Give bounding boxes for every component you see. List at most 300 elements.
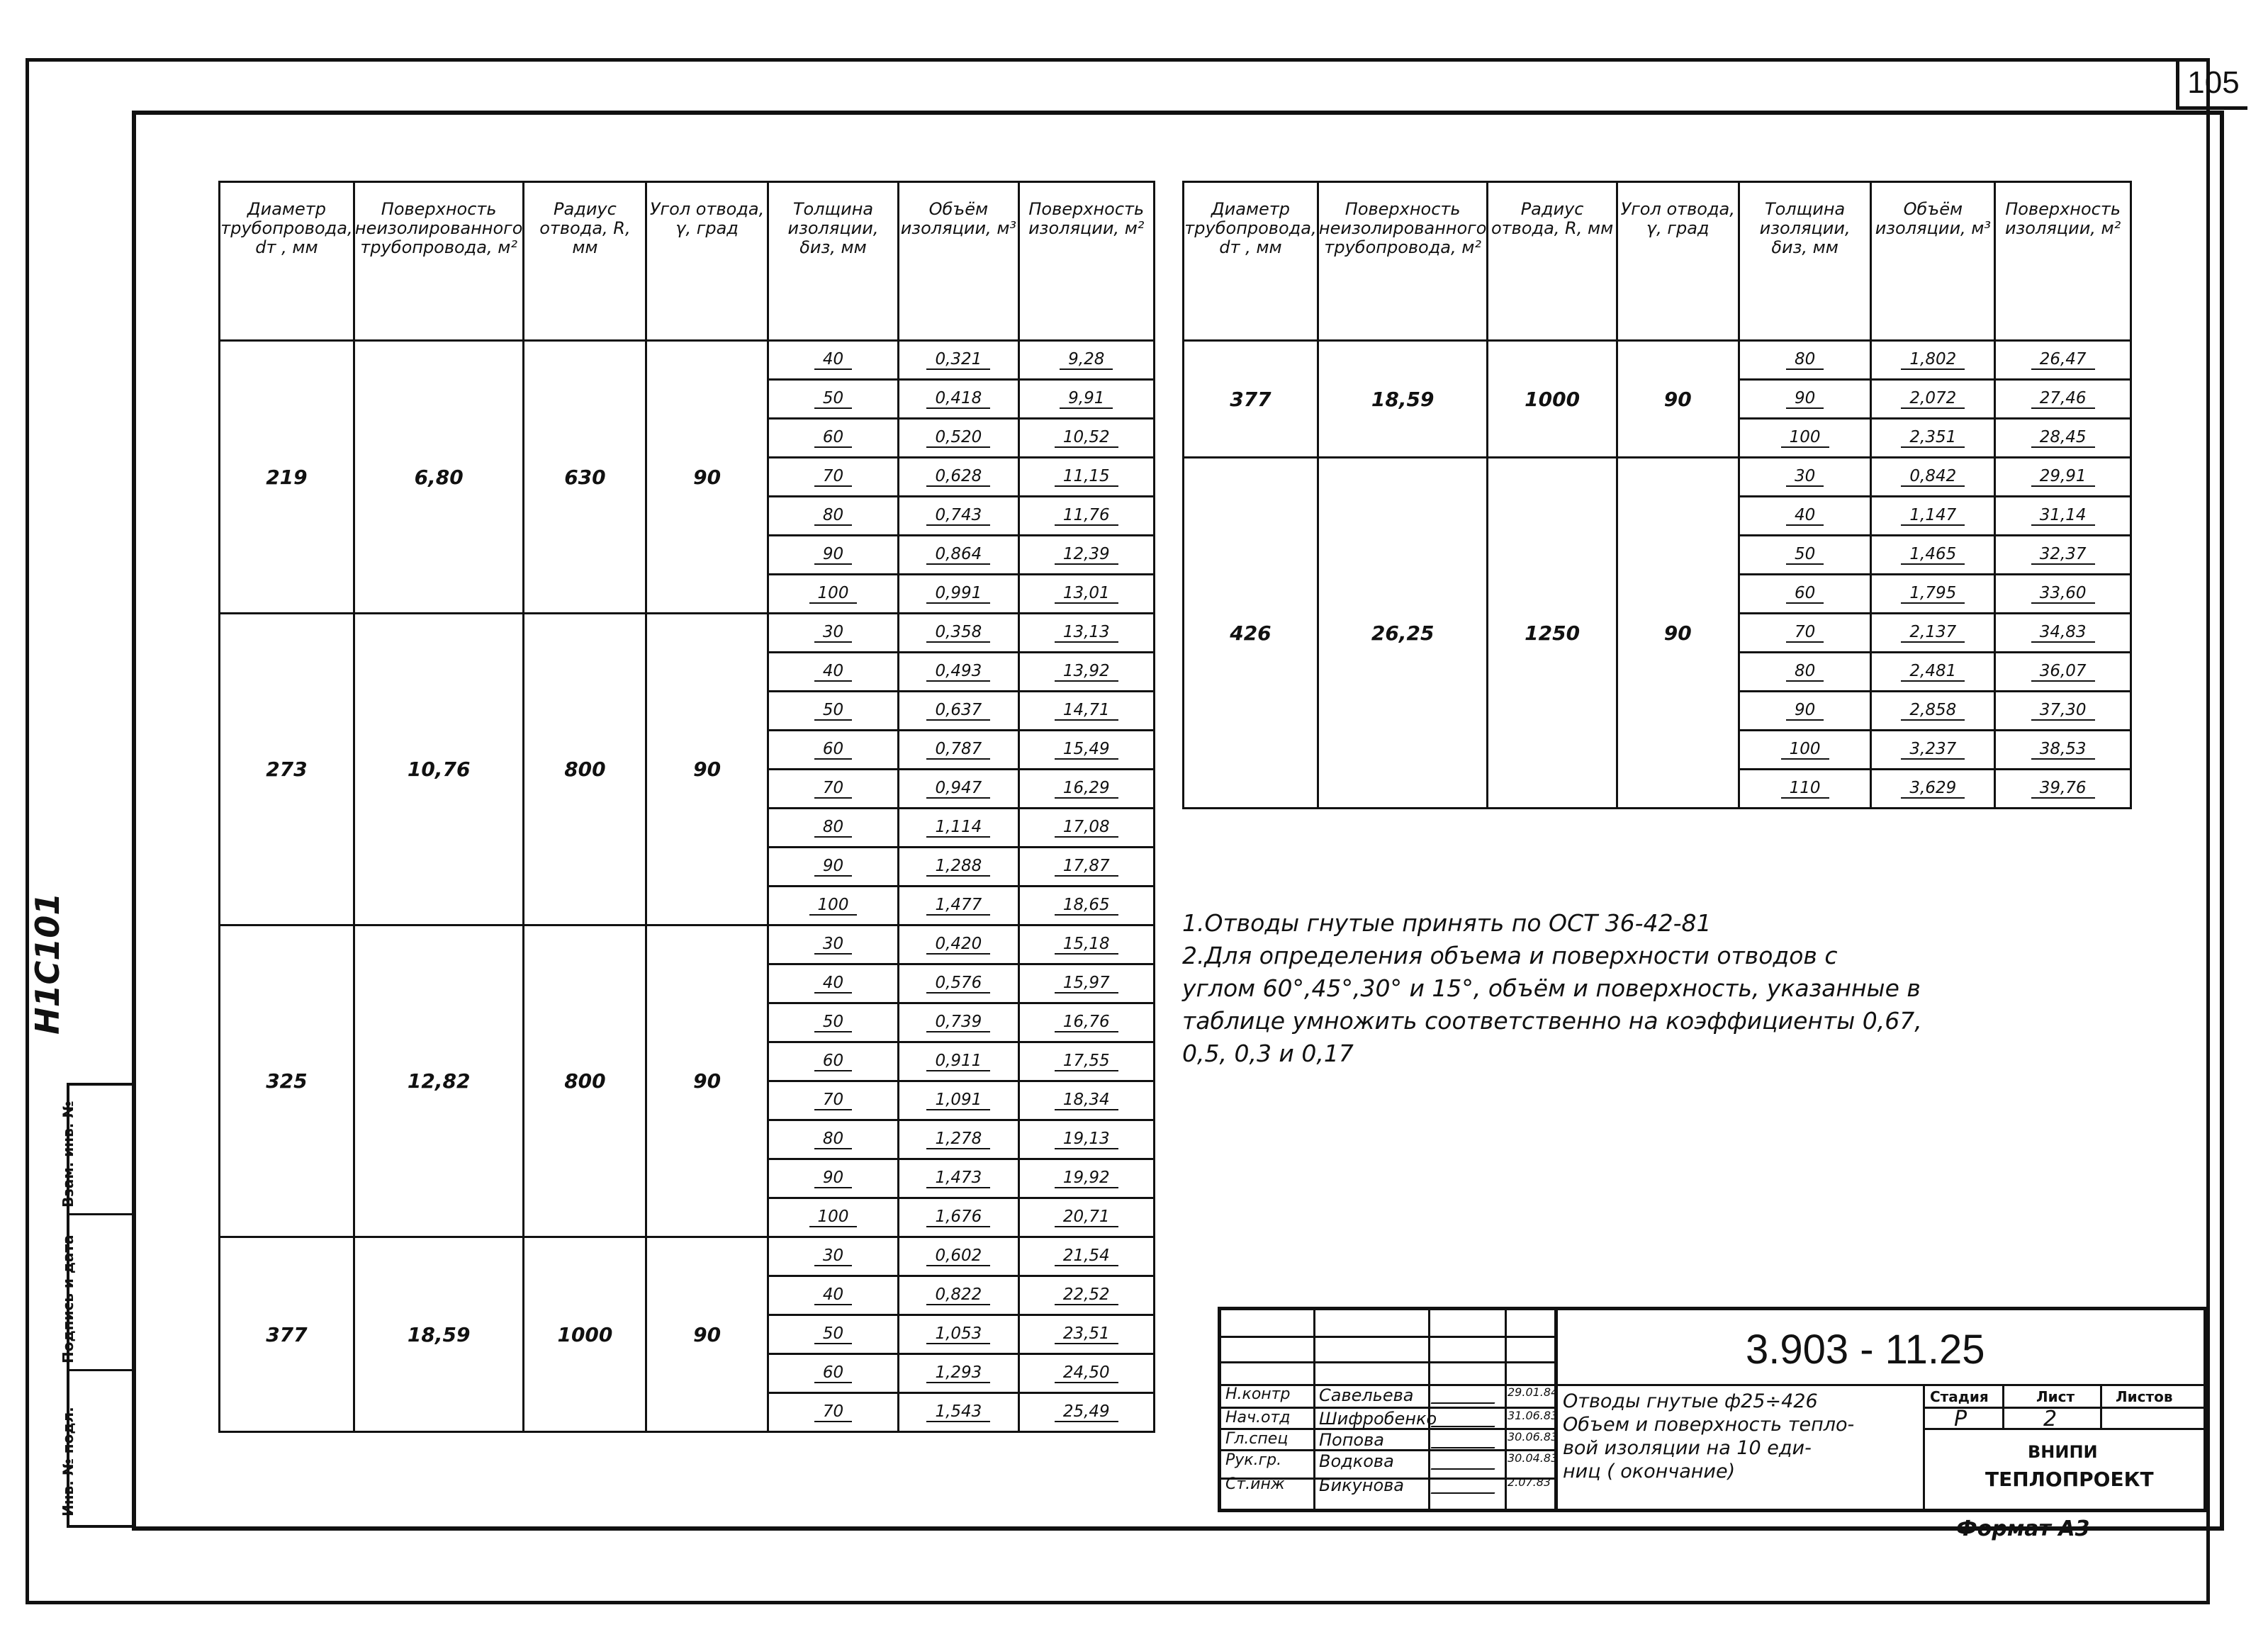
cell-value: 2,481: [1901, 662, 1965, 682]
cell-value: 100: [809, 1208, 858, 1227]
cell-value: 0,520: [926, 428, 990, 448]
cell-value: 70: [814, 779, 852, 799]
cell-value: 21,54: [1055, 1246, 1118, 1266]
cell-value: 32,37: [2031, 545, 2095, 565]
cell-volume: [899, 848, 1018, 887]
cell-diameter: 273: [220, 614, 354, 925]
cell-value: 10,52: [1055, 428, 1118, 448]
cell-surface-ins: [1018, 1081, 1155, 1120]
cell-value: 100: [809, 584, 858, 604]
cell-surface-ins: [1018, 692, 1155, 731]
cell-surface-ins: [1018, 1003, 1155, 1042]
cell-value: 100: [1781, 428, 1829, 448]
cell-volume: [899, 536, 1018, 575]
cell-surface-ins: [1995, 380, 2131, 419]
cell-surface-ins: [1018, 925, 1155, 964]
org-name: ВНИПИ: [2028, 1442, 2098, 1462]
cell-volume: [899, 1081, 1018, 1120]
cell-radius: 800: [524, 925, 646, 1237]
cell-surface-ins: [1018, 1237, 1155, 1276]
cell-volume: [899, 458, 1018, 497]
cell-value: 0,842: [1901, 467, 1965, 487]
header-diameter: Диаметр трубопровода, dт , мм: [220, 182, 354, 341]
cell-thickness: [768, 380, 899, 419]
cell-value: 28,45: [2031, 428, 2095, 448]
cell-volume: [1871, 458, 1995, 497]
cell-volume: [899, 1276, 1018, 1315]
header-surface-bare: Поверхность неизолированного трубопровода, м²: [354, 182, 524, 341]
cell-thickness: [768, 614, 899, 653]
doc-title: [1563, 1390, 1854, 1483]
cell-value: 13,13: [1055, 623, 1118, 643]
stamp-cell-inv: [60, 1369, 132, 1522]
cell-thickness: [1739, 458, 1871, 497]
table-row: [220, 341, 1155, 380]
cell-value: 90: [1786, 701, 1824, 721]
cell-value: 37,30: [2031, 701, 2095, 721]
side-stamp: [60, 1083, 135, 1528]
cell-surface-ins: [1018, 1315, 1155, 1354]
cell-volume: [1871, 497, 1995, 536]
cell-surface-ins: [1018, 341, 1155, 380]
cell-surface-ins: [1018, 1120, 1155, 1159]
cell-surface-ins: [1995, 614, 2131, 653]
header-surface-ins: Поверхность изоляции, м²: [1995, 182, 2131, 341]
cell-value: 70: [814, 467, 852, 487]
cell-angle: 90: [646, 614, 768, 925]
stamp-cell-vzam: [60, 1086, 132, 1215]
cell-value: 36,07: [2031, 662, 2095, 682]
cell-value: 50: [814, 1013, 852, 1032]
cell-value: 1,473: [926, 1169, 990, 1188]
signature-mark: [1431, 1387, 1501, 1404]
cell-thickness: [768, 653, 899, 692]
cell-thickness: [768, 809, 899, 848]
header-surface-ins: Поверхность изоляции, м²: [1018, 182, 1155, 341]
cell-thickness: [768, 731, 899, 770]
cell-surface-ins: [1995, 575, 2131, 614]
cell-value: 1,543: [926, 1402, 990, 1422]
cell-value: 90: [814, 857, 852, 877]
cell-volume: [1871, 575, 1995, 614]
cell-surface-ins: [1018, 809, 1155, 848]
cell-diameter: 377: [220, 1237, 354, 1432]
cell-value: 18,65: [1055, 896, 1118, 916]
cell-value: 18,34: [1055, 1091, 1118, 1110]
header-thickness: Толщина изоляции, δиз, мм: [768, 182, 899, 341]
cell-value: 17,08: [1055, 818, 1118, 838]
cell-thickness: [1739, 575, 1871, 614]
cell-value: 70: [1786, 623, 1824, 643]
signature-mark: [1431, 1477, 1501, 1494]
cell-value: 1,147: [1901, 506, 1965, 526]
cell-value: 0,358: [926, 623, 990, 643]
table-row: [220, 1237, 1155, 1276]
cell-value: 20,71: [1055, 1208, 1118, 1227]
cell-thickness: [1739, 419, 1871, 458]
cell-volume: [899, 497, 1018, 536]
cell-volume: [1871, 419, 1995, 458]
cell-value: 1,465: [1901, 545, 1965, 565]
doc-number: 3.903 - 11.25: [1746, 1327, 1985, 1373]
cell-thickness: [1739, 653, 1871, 692]
cell-value: 22,52: [1055, 1285, 1118, 1305]
cell-value: 0,493: [926, 662, 990, 682]
cell-value: 25,49: [1055, 1402, 1118, 1422]
org-name-2: ТЕПЛОПРОЕКТ: [1985, 1468, 2154, 1491]
cell-radius: 1000: [524, 1237, 646, 1432]
cell-value: 40: [814, 662, 852, 682]
cell-value: 0,637: [926, 701, 990, 721]
table-row: [1184, 341, 2131, 380]
stamp-cell-podpis: [60, 1213, 132, 1371]
cell-thickness: [768, 925, 899, 964]
cell-value: 100: [1781, 740, 1829, 760]
cell-surface-ins: [1018, 419, 1155, 458]
cell-value: 12,39: [1055, 545, 1118, 565]
cell-thickness: [1739, 770, 1871, 809]
cell-value: 15,18: [1055, 935, 1118, 955]
cell-surface-ins: [1018, 380, 1155, 419]
cell-surface-bare: 12,82: [354, 925, 524, 1237]
cell-value: 80: [814, 818, 852, 838]
cell-thickness: [768, 848, 899, 887]
cell-value: 17,87: [1055, 857, 1118, 877]
cell-surface-bare: 10,76: [354, 614, 524, 925]
cell-value: 60: [814, 1052, 852, 1071]
stage-label: Стадия: [1930, 1388, 1989, 1405]
cell-angle: 90: [1617, 458, 1739, 809]
cell-volume: [899, 341, 1018, 380]
cell-value: 0,321: [926, 350, 990, 370]
cell-surface-ins: [1995, 731, 2131, 770]
cell-thickness: [768, 1354, 899, 1393]
cell-value: 26,47: [2031, 350, 2095, 370]
cell-surface-ins: [1018, 1276, 1155, 1315]
cell-value: 0,822: [926, 1285, 990, 1305]
cell-value: 17,55: [1055, 1052, 1118, 1071]
cell-thickness: [768, 1237, 899, 1276]
cell-value: 2,858: [1901, 701, 1965, 721]
cell-value: 80: [1786, 662, 1824, 682]
cell-thickness: [1739, 614, 1871, 653]
table-row: [220, 925, 1155, 964]
cell-volume: [1871, 341, 1995, 380]
cell-value: 0,628: [926, 467, 990, 487]
cell-volume: [899, 925, 1018, 964]
cell-thickness: [768, 1276, 899, 1315]
cell-angle: 90: [646, 341, 768, 614]
cell-value: 19,92: [1055, 1169, 1118, 1188]
cell-value: 34,83: [2031, 623, 2095, 643]
cell-value: 30: [814, 1246, 852, 1266]
title-line: вой изоляции на 10 еди-: [1563, 1437, 1812, 1459]
cell-value: 11,76: [1055, 506, 1118, 526]
cell-value: 60: [814, 740, 852, 760]
cell-surface-ins: [1018, 1354, 1155, 1393]
signer-name: Попова: [1319, 1430, 1384, 1450]
cell-volume: [899, 731, 1018, 770]
cell-thickness: [1739, 536, 1871, 575]
cell-value: 1,795: [1901, 584, 1965, 604]
title-line: ниц ( окончание): [1563, 1461, 1736, 1482]
note-line: углом 60°,45°,30° и 15°, объём и поверхность, указанные в: [1182, 974, 1921, 1002]
cell-surface-ins: [1018, 731, 1155, 770]
cell-value: 40: [1786, 506, 1824, 526]
cell-volume: [899, 809, 1018, 848]
cell-thickness: [768, 1081, 899, 1120]
stamp-label: Инв. № подл.: [60, 1407, 77, 1516]
cell-volume: [1871, 653, 1995, 692]
cell-value: 2,351: [1901, 428, 1965, 448]
stage-value: Р: [1954, 1407, 1967, 1431]
cell-thickness: [768, 1120, 899, 1159]
cell-value: 50: [814, 1324, 852, 1344]
signature-mark: [1431, 1431, 1501, 1448]
cell-volume: [899, 419, 1018, 458]
cell-thickness: [768, 575, 899, 614]
signature-mark: [1431, 1453, 1501, 1470]
cell-thickness: [768, 1042, 899, 1081]
cell-value: 19,13: [1055, 1130, 1118, 1149]
cell-surface-ins: [1995, 536, 2131, 575]
cell-value: 2,137: [1901, 623, 1965, 643]
table-row: [1184, 458, 2131, 497]
cell-value: 39,76: [2031, 779, 2095, 799]
header-volume: Объём изоляции, м³: [899, 182, 1018, 341]
cell-volume: [1871, 731, 1995, 770]
cell-value: 33,60: [2031, 584, 2095, 604]
cell-value: 0,418: [926, 389, 990, 409]
cell-value: 70: [814, 1402, 852, 1422]
cell-surface-ins: [1995, 497, 2131, 536]
cell-value: 30: [814, 623, 852, 643]
cell-value: 30: [1786, 467, 1824, 487]
signer-name: Шифробенко: [1319, 1409, 1437, 1429]
cell-value: 1,477: [926, 896, 990, 916]
cell-volume: [899, 1003, 1018, 1042]
cell-value: 13,92: [1055, 662, 1118, 682]
cell-thickness: [1739, 497, 1871, 536]
cell-value: 29,91: [2031, 467, 2095, 487]
cell-value: 3,629: [1901, 779, 1965, 799]
header-surface-bare: Поверхность неизолированного трубопровода, м²: [1318, 182, 1488, 341]
header-angle: Угол отвода, γ, град: [1617, 182, 1739, 341]
signer-name: Водкова: [1319, 1451, 1394, 1471]
cell-value: 40: [814, 350, 852, 370]
cell-value: 80: [814, 506, 852, 526]
side-code: Н1С101: [28, 892, 67, 1035]
cell-volume: [899, 1120, 1018, 1159]
cell-volume: [899, 1042, 1018, 1081]
right-data-table: [1182, 181, 2132, 809]
cell-value: 24,50: [1055, 1363, 1118, 1383]
cell-surface-bare: 18,59: [354, 1237, 524, 1432]
cell-surface-ins: [1018, 887, 1155, 925]
cell-value: 80: [1786, 350, 1824, 370]
cell-value: 0,602: [926, 1246, 990, 1266]
cell-surface-bare: 6,80: [354, 341, 524, 614]
cell-value: 9,91: [1060, 389, 1113, 409]
cell-volume: [899, 1159, 1018, 1198]
header-diameter: Диаметр трубопровода, dт , мм: [1184, 182, 1318, 341]
cell-thickness: [1739, 731, 1871, 770]
signer-name: Бикунова: [1319, 1475, 1404, 1495]
cell-thickness: [768, 770, 899, 809]
header-thickness: Толщина изоляции, δиз, мм: [1739, 182, 1871, 341]
cell-value: 0,420: [926, 935, 990, 955]
cell-value: 38,53: [2031, 740, 2095, 760]
cell-value: 0,947: [926, 779, 990, 799]
cell-value: 60: [1786, 584, 1824, 604]
cell-thickness: [768, 1159, 899, 1198]
signature-mark: [1431, 1410, 1501, 1427]
cell-value: 50: [814, 389, 852, 409]
cell-surface-ins: [1018, 1159, 1155, 1198]
note-line: 2.Для определения объема и поверхности отводов с: [1182, 942, 1838, 969]
cell-surface-ins: [1018, 770, 1155, 809]
cell-thickness: [768, 536, 899, 575]
cell-thickness: [1739, 380, 1871, 419]
cell-diameter: 325: [220, 925, 354, 1237]
cell-volume: [899, 1198, 1018, 1237]
cell-thickness: [768, 1198, 899, 1237]
cell-value: 3,237: [1901, 740, 1965, 760]
cell-value: 0,911: [926, 1052, 990, 1071]
cell-value: 40: [814, 1285, 852, 1305]
signer-date: 30.06.83: [1508, 1430, 1559, 1443]
cell-value: 31,14: [2031, 506, 2095, 526]
cell-volume: [899, 964, 1018, 1003]
cell-surface-ins: [1995, 458, 2131, 497]
cell-value: 1,278: [926, 1130, 990, 1149]
cell-thickness: [768, 1393, 899, 1432]
cell-value: 60: [814, 428, 852, 448]
cell-surface-ins: [1995, 653, 2131, 692]
cell-volume: [899, 653, 1018, 692]
cell-volume: [899, 614, 1018, 653]
cell-thickness: [768, 419, 899, 458]
signer-date: 31.06.83: [1508, 1409, 1559, 1422]
cell-volume: [1871, 380, 1995, 419]
cell-surface-ins: [1995, 770, 2131, 809]
cell-value: 1,114: [926, 818, 990, 838]
cell-value: 80: [814, 1130, 852, 1149]
cell-value: 1,053: [926, 1324, 990, 1344]
note-line: 0,5, 0,3 и 0,17: [1182, 1040, 1354, 1067]
cell-radius: 630: [524, 341, 646, 614]
sheet-value: 2: [2043, 1407, 2058, 1431]
signer-role: Ст.инж: [1225, 1475, 1285, 1493]
header-radius: Радиус отвода, R, мм: [524, 182, 646, 341]
cell-value: 0,864: [926, 545, 990, 565]
note-line: таблице умножить соответственно на коэффициенты 0,67,: [1182, 1007, 1922, 1035]
cell-value: 14,71: [1055, 701, 1118, 721]
signer-name: Савельева: [1319, 1385, 1414, 1405]
title-block: [1218, 1307, 2207, 1512]
signer-role: Н.контр: [1225, 1385, 1291, 1403]
note-line: 1.Отводы гнутые принять по ОСТ 36-42-81: [1182, 909, 1712, 937]
cell-value: 16,76: [1055, 1013, 1118, 1032]
cell-surface-ins: [1018, 614, 1155, 653]
cell-value: 90: [1786, 389, 1824, 409]
cell-surface-ins: [1018, 536, 1155, 575]
cell-radius: 1000: [1488, 341, 1617, 458]
signer-role: Гл.спец: [1225, 1430, 1289, 1448]
cell-diameter: 219: [220, 341, 354, 614]
cell-volume: [899, 1315, 1018, 1354]
cell-surface-ins: [1018, 964, 1155, 1003]
cell-radius: 800: [524, 614, 646, 925]
cell-volume: [899, 692, 1018, 731]
cell-value: 90: [814, 1169, 852, 1188]
cell-thickness: [768, 341, 899, 380]
cell-value: 90: [814, 545, 852, 565]
cell-surface-ins: [1018, 1198, 1155, 1237]
cell-volume: [1871, 770, 1995, 809]
cell-value: 50: [1786, 545, 1824, 565]
cell-value: 0,576: [926, 974, 990, 994]
cell-surface-ins: [1018, 1393, 1155, 1432]
notes: [1182, 907, 2132, 1070]
stamp-label: Подпись и дата: [60, 1234, 77, 1363]
cell-value: 70: [814, 1091, 852, 1110]
cell-value: 2,072: [1901, 389, 1965, 409]
cell-surface-bare: 26,25: [1318, 458, 1488, 809]
cell-value: 15,97: [1055, 974, 1118, 994]
cell-value: 0,739: [926, 1013, 990, 1032]
cell-value: 50: [814, 701, 852, 721]
cell-value: 15,49: [1055, 740, 1118, 760]
cell-diameter: 426: [1184, 458, 1318, 809]
cell-value: 0,991: [926, 584, 990, 604]
cell-volume: [899, 887, 1018, 925]
cell-surface-ins: [1018, 575, 1155, 614]
cell-thickness: [768, 458, 899, 497]
sheets-label: Листов: [2116, 1388, 2173, 1405]
cell-surface-ins: [1018, 1042, 1155, 1081]
cell-value: 110: [1781, 779, 1829, 799]
cell-value: 11,15: [1055, 467, 1118, 487]
cell-thickness: [1739, 341, 1871, 380]
signer-role: Рук.гр.: [1225, 1451, 1282, 1469]
signer-date: 29.01.84: [1508, 1385, 1559, 1399]
cell-value: 1,676: [926, 1208, 990, 1227]
cell-value: 13,01: [1055, 584, 1118, 604]
cell-surface-ins: [1018, 497, 1155, 536]
left-data-table: [218, 181, 1155, 1433]
cell-volume: [899, 380, 1018, 419]
signer-date: 2.07.83: [1508, 1475, 1551, 1489]
cell-value: 1,293: [926, 1363, 990, 1383]
cell-volume: [899, 770, 1018, 809]
cell-surface-ins: [1995, 692, 2131, 731]
cell-surface-ins: [1018, 848, 1155, 887]
cell-angle: 90: [1617, 341, 1739, 458]
cell-value: 27,46: [2031, 389, 2095, 409]
cell-volume: [1871, 536, 1995, 575]
signer-date: 30.04.83: [1508, 1451, 1559, 1465]
cell-thickness: [768, 887, 899, 925]
cell-volume: [899, 1237, 1018, 1276]
title-line: Отводы гнутые ф25÷426: [1563, 1390, 1818, 1412]
cell-surface-ins: [1995, 341, 2131, 380]
cell-volume: [899, 1393, 1018, 1432]
cell-value: 1,802: [1901, 350, 1965, 370]
cell-surface-ins: [1018, 458, 1155, 497]
header-angle: Угол отвода, γ, град: [646, 182, 768, 341]
header-volume: Объём изоляции, м³: [1871, 182, 1995, 341]
